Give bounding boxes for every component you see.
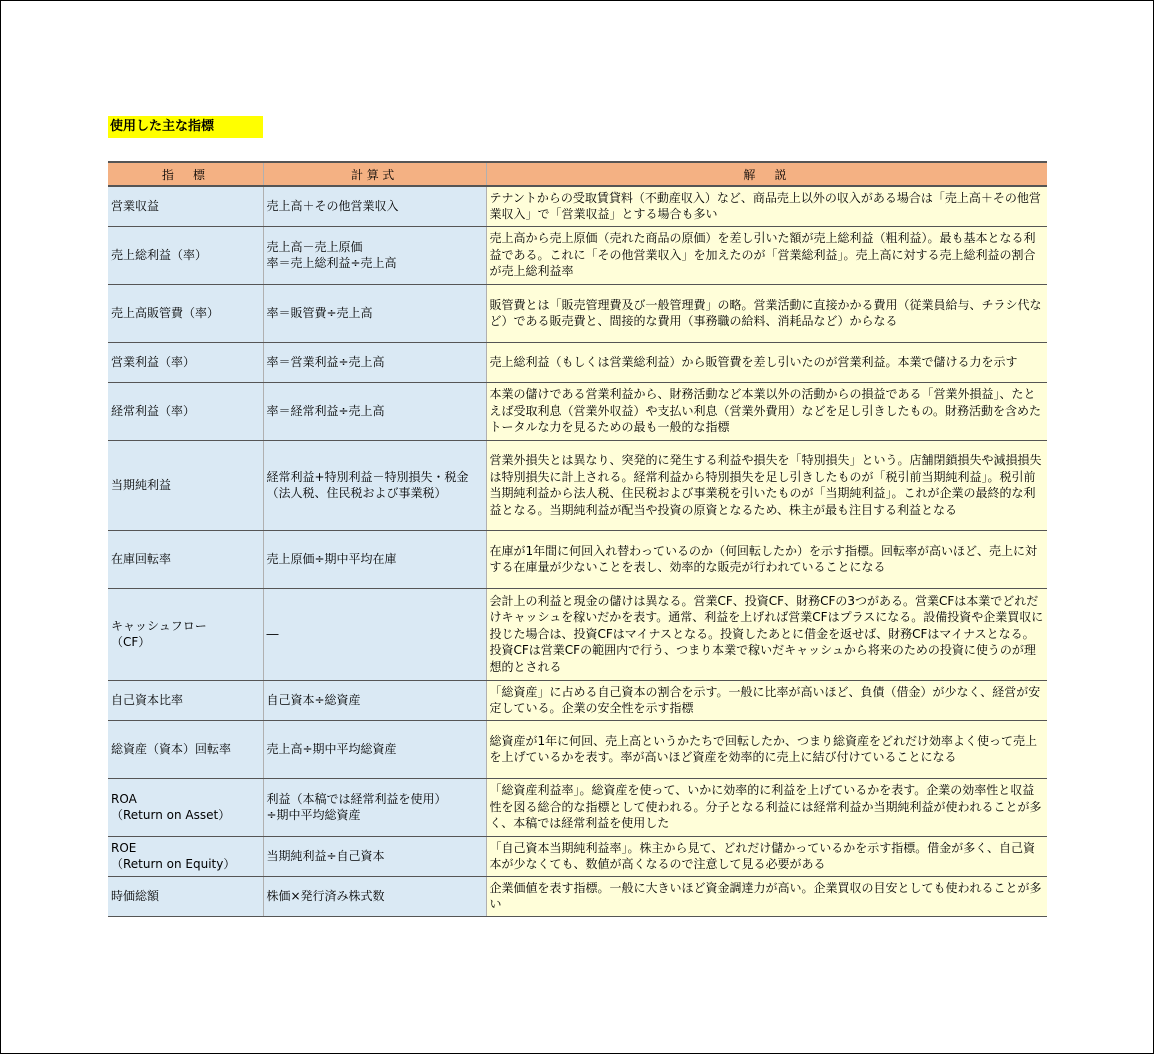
section-heading: 使用した主な指標 xyxy=(108,116,263,138)
description-cell: テナントからの受取賃貸料（不動産収入）など、商品売上以外の収入がある場合は「売上高＋その他営業収入」で「営業収益」とする場合も多い xyxy=(486,186,1047,226)
indicator-cell: 営業利益（率） xyxy=(108,342,263,382)
indicator-cell: 在庫回転率 xyxy=(108,530,263,588)
formula-cell: 売上原価÷期中平均在庫 xyxy=(263,530,486,588)
column-header-formula: 計算式 xyxy=(263,162,486,186)
indicator-cell: 時価総額 xyxy=(108,876,263,916)
table-row xyxy=(108,530,1047,588)
formula-cell: 売上高－売上原価 率＝売上総利益÷売上高 xyxy=(263,226,486,284)
indicator-table xyxy=(108,161,1047,917)
table-row xyxy=(108,876,1047,916)
formula-cell: 利益（本稿では経常利益を使用） ÷期中平均総資産 xyxy=(263,778,486,836)
description-cell: 在庫が1年間に何回入れ替わっているのか（何回転したか）を示す指標。回転率が高いほど、売上に対する在庫量が少ないことを表し、効率的な販売が行われていることになる xyxy=(486,530,1047,588)
table-header-row xyxy=(108,162,1047,186)
indicator-cell: ROE （Return on Equity） xyxy=(108,836,263,876)
column-header-description: 解 説 xyxy=(486,162,1047,186)
table-row xyxy=(108,186,1047,226)
description-cell: 「自己資本当期純利益率」。株主から見て、どれだけ儲かっているかを示す指標。借金が多く、自己資本が少なくても、数値が高くなるので注意して見る必要がある xyxy=(486,836,1047,876)
description-cell: 本業の儲けである営業利益から、財務活動など本業以外の活動からの損益である「営業外損益」、たとえば受取利息（営業外収益）や支払い利息（営業外費用）などを足し引きしたもの。財務活動を含めたトータルな力を見るための最も一般的な指標 xyxy=(486,382,1047,440)
table-row xyxy=(108,588,1047,680)
description-cell: 総資産が1年に何回、売上高というかたちで回転したか、つまり総資産をどれだけ効率よく使って売上を上げているかを表す。率が高いほど資産を効率的に売上に結び付けていることになる xyxy=(486,720,1047,778)
description-cell: 「総資産」に占める自己資本の割合を示す。一般に比率が高いほど、負債（借金）が少なく、経営が安定している。企業の安全性を示す指標 xyxy=(486,680,1047,720)
formula-cell: 経常利益+特別利益－特別損失・税金 （法人税、住民税および事業税） xyxy=(263,440,486,530)
formula-cell: 売上高÷期中平均総資産 xyxy=(263,720,486,778)
indicator-cell: 売上総利益（率） xyxy=(108,226,263,284)
table-row xyxy=(108,836,1047,876)
formula-cell: 当期純利益÷自己資本 xyxy=(263,836,486,876)
description-cell: 営業外損失とは異なり、突発的に発生する利益や損失を「特別損失」という。店舗閉鎖損失や減損損失は特別損失に計上される。経常利益から特別損失を足し引きしたものが「税引前当期純利益」。税引前当期純利益から法人税、住民税および事業税を引いたものが「当期純利益」。これが企業の最終的な利益となる。当期純利益が配当や投資の原資となるため、株主が最も注目する利益となる xyxy=(486,440,1047,530)
table-row xyxy=(108,778,1047,836)
formula-cell: 率＝経常利益÷売上高 xyxy=(263,382,486,440)
table-row xyxy=(108,720,1047,778)
description-cell: 売上高から売上原価（売れた商品の原価）を差し引いた額が売上総利益（粗利益）。最も基本となる利益である。これに「その他営業収入」を加えたのが「営業総利益」。売上高に対する売上総利益の割合が売上総利益率 xyxy=(486,226,1047,284)
indicator-cell: 自己資本比率 xyxy=(108,680,263,720)
formula-cell: 売上高＋その他営業収入 xyxy=(263,186,486,226)
indicator-cell: 総資産（資本）回転率 xyxy=(108,720,263,778)
formula-cell: 自己資本÷総資産 xyxy=(263,680,486,720)
table-row xyxy=(108,284,1047,342)
formula-cell: 率＝販管費÷売上高 xyxy=(263,284,486,342)
formula-cell: 株価×発行済み株式数 xyxy=(263,876,486,916)
formula-cell: 率＝営業利益÷売上高 xyxy=(263,342,486,382)
indicator-cell: 営業収益 xyxy=(108,186,263,226)
indicator-cell: キャッシュフロー （CF） xyxy=(108,588,263,680)
table-row xyxy=(108,342,1047,382)
description-cell: 売上総利益（もしくは営業総利益）から販管費を差し引いたのが営業利益。本業で儲ける力を示す xyxy=(486,342,1047,382)
description-cell: 企業価値を表す指標。一般に大きいほど資金調達力が高い。企業買収の目安としても使われることが多い xyxy=(486,876,1047,916)
indicator-cell: 当期純利益 xyxy=(108,440,263,530)
description-cell: 「総資産利益率」。総資産を使って、いかに効率的に利益を上げているかを表す。企業の効率性と収益性を図る総合的な指標として使われる。分子となる利益には経常利益か当期純利益が使われることが多く、本稿では経常利益を使用した xyxy=(486,778,1047,836)
column-header-indicator: 指 標 xyxy=(108,162,263,186)
description-cell: 会計上の利益と現金の儲けは異なる。営業CF、投資CF、財務CFの3つがある。営業CFは本業でどれだけキャッシュを稼いだかを表す。通常、利益を上げれば営業CFはプラスになる。設備投資や企業買収に投じた場合は、投資CFはマイナスとなる。投資したあとに借金を返せば、財務CFはマイナスとなる。投資CFは営業CFの範囲内で行う、つまり本業で稼いだキャッシュから将来のための投資に使うのが理想的とされる xyxy=(486,588,1047,680)
indicator-cell: 売上高販管費（率） xyxy=(108,284,263,342)
indicator-cell: ROA （Return on Asset） xyxy=(108,778,263,836)
table-row xyxy=(108,382,1047,440)
description-cell: 販管費とは「販売管理費及び一般管理費」の略。営業活動に直接かかる費用（従業員給与、チラシ代など）である販売費と、間接的な費用（事務職の給料、消耗品など）からなる xyxy=(486,284,1047,342)
table-row xyxy=(108,680,1047,720)
table-row xyxy=(108,440,1047,530)
formula-cell: ― xyxy=(263,588,486,680)
table-row xyxy=(108,226,1047,284)
indicator-cell: 経常利益（率） xyxy=(108,382,263,440)
